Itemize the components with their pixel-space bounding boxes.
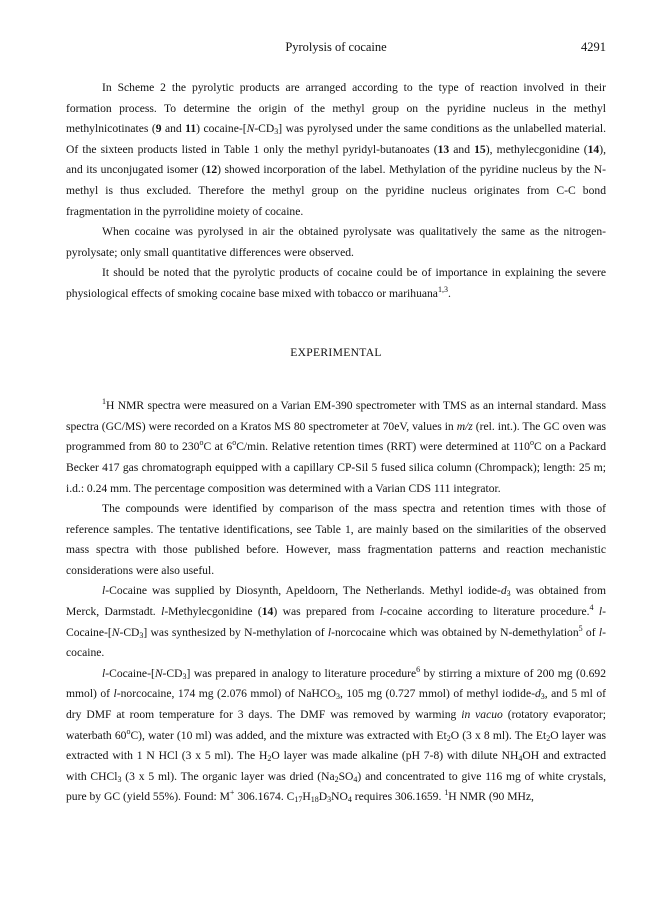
article-body — [66, 78, 606, 808]
paragraph-synthesis: $l-Cocaine-[N-CD_3]$ was prepared in analogy to literature procedure$^6$ by stirring a mixture of 200 mg (0.692 mmol) of l-norcocaine, 174 mg (2.076 mmol) of NaHCO$_3$, 105 mg (0.727 mmol) of methyl iodide-$d_3$, and 5 ml of dry DMF at room temperature for 3 days. The DMF was removed by warming in vacuo (rotatory evaporator; waterbath 60$^o$C), water (10 ml) was added, and the mixture was extracted with $Et_2O$ (3 x 8 ml). The $Et_2O$ layer was extracted with 1 N HCl (3 x 5 ml). The $H_2O$ layer was made alkaline (pH 7-8) with dilute $NH_4OH$ and extracted with CHCl$_3$ (3 x 5 ml). The organic layer was dried $(Na_2SO_4)$ and concentrated to give 116 mg of white crystals, pure by GC (yield 55%). Found: M+ 306.1674. $C_{17}H_{18}D_3NO_4$ requires 306.1659. $^1$H NMR (90 MHz, — [66, 664, 607, 805]
paragraph-materials: l-Cocaine was supplied by Diosynth, Apeldoorn, The Netherlands. Methyl iodide-$d_3$ was obtained from Merck, Darmstadt. l-Methylecgonidine (14) was prepared from l-cocaine according to literature procedure.$^4$ $l-Cocaine-[N-CD_3]$ was synthesized by N-methylation of l-norcocaine which was obtained by N-demethylation$^5$ of l-cocaine. — [66, 584, 606, 660]
paragraph-scheme-discussion: In Scheme 2 the pyrolytic products are arranged according to the type of reaction involved in their formation process. To determine the origin of the methyl group on the pyridine nucleus in the methyl methylnicotinates (9 and 11) cocaine-$[N-CD_3]$ was pyrolysed under the same conditions as the unlabelled material. Of the sixteen products listed in Table 1 only the methyl pyridyl-butanoates (13 and 15), methylecgonidine (14), and its unconjugated isomer (12) showed incorporation of the label. Methylation of the pyridine nucleus by the N-methyl is thus excluded. Therefore the methyl group on the pyridine nucleus originates from C-C bond fragmentation in the pyrrolidine moiety of cocaine. — [66, 81, 607, 218]
section-heading-experimental: EXPERIMENTAL — [290, 345, 382, 359]
paragraph-air-pyrolysis: When cocaine was pyrolysed in air the obtained pyrolysate was qualitatively the same as the nitrogen-pyrolysate; only small quantitative differences were observed. — [66, 225, 606, 259]
paragraph-instrumentation: $^1$H NMR spectra were measured on a Varian EM-390 spectrometer with TMS as an internal standard. Mass spectra (GC/MS) were recorded on a Kratos MS 80 spectrometer at 70eV, values in m/z (rel. int.). The GC oven was programmed from 80 to 230$^o$C at 6$^o$C/min. Relative retention times (RRT) were determined at 110$^o$C on a Packard Becker 417 gas chromatograph equipped with a capillary CP-Sil 5 fused silica column (Chrompack); length: 25 m; i.d.: 0.24 mm. The percentage composition was determined with a Varian CDS 111 integrator. — [66, 397, 606, 495]
running-title: Pyrolysis of cocaine — [285, 40, 387, 54]
paragraph-identification: The compounds were identified by comparison of the mass spectra and retention times with those of reference samples. The tentative identifications, see Table 1, are mainly based on the similarities of the observed mass spectra with those published before. However, mass fragmentation patterns and reaction mechanistic considerations were also useful. — [66, 502, 606, 577]
paragraph-physiological-effects: It should be noted that the pyrolytic products of cocaine could be of importance in explaining the severe physiological effects of smoking cocaine base mixed with tobacco or marihuana$^{1,3}$. — [66, 266, 606, 300]
page-number: 4291 — [581, 40, 606, 54]
page-header — [66, 40, 606, 60]
